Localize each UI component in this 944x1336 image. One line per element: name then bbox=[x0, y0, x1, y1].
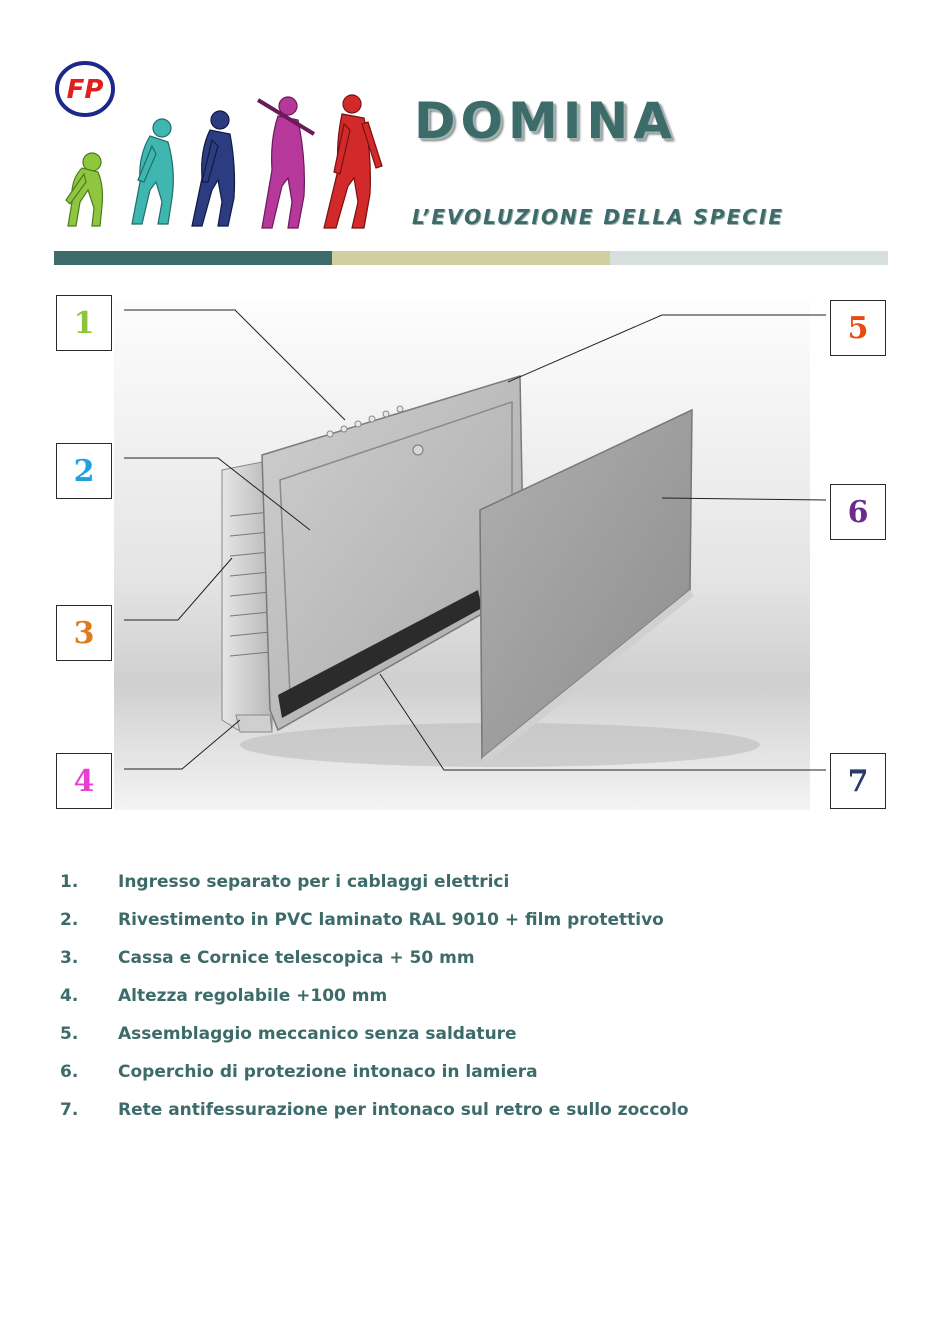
list-item bbox=[60, 1062, 689, 1100]
color-divider bbox=[54, 251, 888, 265]
callout-3: 3 bbox=[56, 605, 112, 661]
callout-7: 7 bbox=[830, 753, 886, 809]
callout-1: 1 bbox=[56, 295, 112, 351]
item-text: Assemblaggio meccanico senza saldature bbox=[118, 1024, 517, 1044]
divider-segment-2 bbox=[332, 251, 610, 265]
list-item bbox=[60, 1024, 689, 1062]
divider-segment-3 bbox=[610, 251, 888, 265]
item-number: 2. bbox=[60, 910, 79, 930]
callout-2: 2 bbox=[56, 443, 112, 499]
item-text: Coperchio di protezione intonaco in lamiera bbox=[118, 1062, 538, 1082]
item-text: Ingresso separato per i cablaggi elettrici bbox=[118, 872, 510, 892]
logo-text: FP bbox=[66, 75, 104, 105]
item-text: Rivestimento in PVC laminato RAL 9010 + film protettivo bbox=[118, 910, 664, 930]
item-number: 3. bbox=[60, 948, 79, 968]
item-number: 1. bbox=[60, 872, 79, 892]
item-number: 6. bbox=[60, 1062, 79, 1082]
callout-6: 6 bbox=[830, 484, 886, 540]
brand-title: DOMINA bbox=[414, 92, 677, 150]
feature-list bbox=[60, 872, 689, 1138]
product-diagram bbox=[0, 290, 944, 820]
item-number: 5. bbox=[60, 1024, 79, 1044]
item-text: Cassa e Cornice telescopica + 50 mm bbox=[118, 948, 475, 968]
list-item bbox=[60, 872, 689, 910]
callout-4: 4 bbox=[56, 753, 112, 809]
list-item bbox=[60, 910, 689, 948]
item-number: 7. bbox=[60, 1100, 79, 1120]
item-text: Altezza regolabile +100 mm bbox=[118, 986, 388, 1006]
list-item bbox=[60, 986, 689, 1024]
item-text: Rete antifessurazione per intonaco sul retro e sullo zoccolo bbox=[118, 1100, 689, 1120]
tagline: L’EVOLUZIONE DELLA SPECIE bbox=[412, 205, 785, 229]
list-item bbox=[60, 1100, 689, 1138]
item-number: 4. bbox=[60, 986, 79, 1006]
callout-5: 5 bbox=[830, 300, 886, 356]
evolution-illustration bbox=[52, 90, 392, 232]
divider-segment-1 bbox=[54, 251, 332, 265]
product-render bbox=[0, 290, 944, 820]
list-item bbox=[60, 948, 689, 986]
